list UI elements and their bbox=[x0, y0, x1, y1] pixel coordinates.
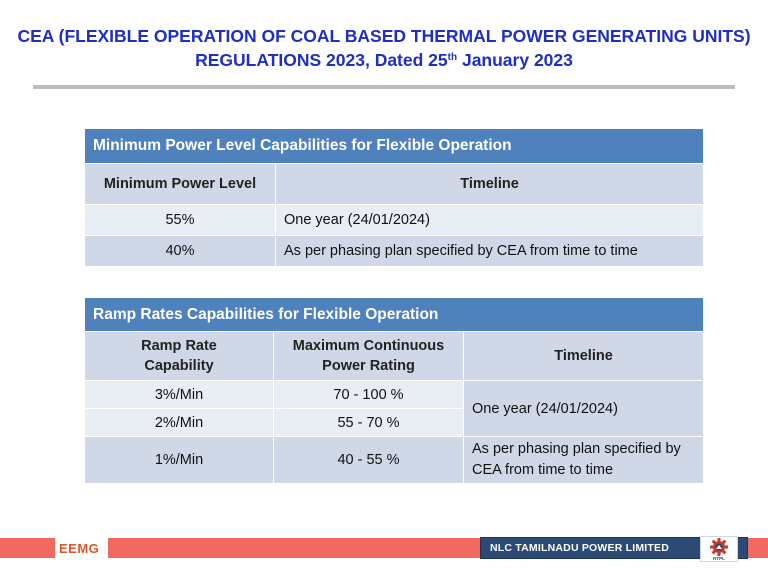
ramp-rate-table bbox=[84, 297, 704, 484]
table-cell: 70 - 100 % bbox=[274, 381, 464, 409]
column-header: Timeline bbox=[276, 164, 704, 205]
title-line-2: REGULATIONS 2023, Dated 25th January 2023 bbox=[195, 50, 573, 70]
footer-left-label: EEMG bbox=[59, 541, 100, 556]
table-cell: 1%/Min bbox=[85, 437, 274, 484]
column-header: Ramp Rate Capability bbox=[85, 332, 274, 381]
table-caption: Minimum Power Level Capabilities for Flexible Operation bbox=[85, 129, 704, 164]
minimum-power-table bbox=[84, 128, 704, 267]
gear-logo-icon bbox=[701, 537, 737, 561]
column-header: Timeline bbox=[464, 332, 704, 381]
table-row bbox=[85, 236, 704, 267]
table-cell: 40% bbox=[85, 236, 276, 267]
table-cell: As per phasing plan specified by CEA from time to time bbox=[464, 437, 704, 484]
table-cell: 2%/Min bbox=[85, 409, 274, 437]
table-cell: 40 - 55 % bbox=[274, 437, 464, 484]
table-cell: One year (24/01/2024) bbox=[464, 381, 704, 437]
column-header: Minimum Power Level bbox=[85, 164, 276, 205]
table-cell: One year (24/01/2024) bbox=[276, 205, 704, 236]
logo-lettering: NTPL bbox=[713, 556, 725, 561]
title-line-1: CEA (FLEXIBLE OPERATION OF COAL BASED THERMAL POWER GENERATING UNITS) bbox=[17, 26, 751, 46]
table-cell: 55 - 70 % bbox=[274, 409, 464, 437]
slide-title bbox=[0, 24, 768, 72]
table-row bbox=[85, 205, 704, 236]
company-logo bbox=[700, 536, 738, 562]
column-header: Maximum Continuous Power Rating bbox=[274, 332, 464, 381]
table-cell: As per phasing plan specified by CEA from time to time bbox=[276, 236, 704, 267]
title-divider bbox=[33, 85, 735, 89]
table-caption: Ramp Rates Capabilities for Flexible Operation bbox=[85, 298, 704, 332]
table-row bbox=[85, 437, 704, 484]
table-cell: 3%/Min bbox=[85, 381, 274, 409]
company-name: NLC TAMILNADU POWER LIMITED bbox=[490, 542, 670, 554]
table-cell: 55% bbox=[85, 205, 276, 236]
table-row bbox=[85, 381, 704, 409]
